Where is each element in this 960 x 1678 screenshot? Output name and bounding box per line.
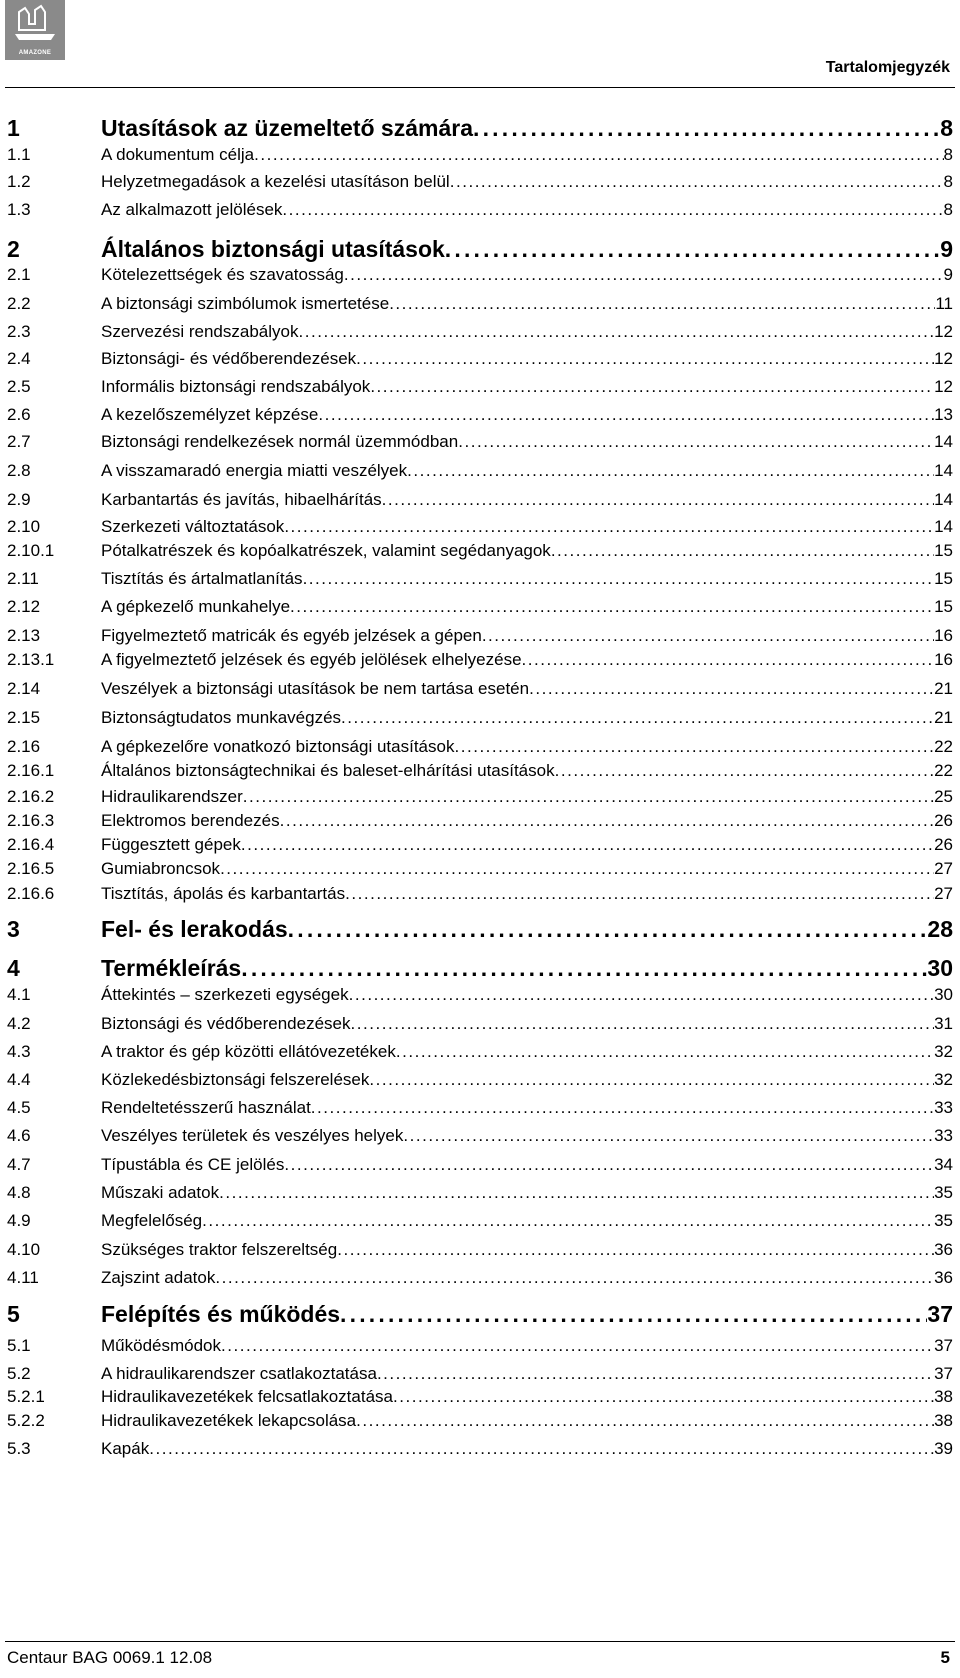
toc-entry-number: 2.8 [7,461,31,480]
toc-dot-leader [340,1301,927,1328]
toc-entry-title: Karbantartás és javítás, hibaelhárítás [101,490,382,509]
toc-entry-page: 32 [934,1070,953,1089]
toc-dot-leader [215,1268,934,1288]
toc-entry-page: 33 [934,1126,953,1145]
toc-dot-leader [282,200,943,220]
toc-entry-page: 16 [934,626,953,645]
toc-entry[interactable] [7,1183,953,1203]
toc-entry-title: Informális biztonsági rendszabályok [101,377,371,396]
header-divider [5,87,955,88]
toc-entry-number: 4.7 [7,1155,31,1174]
toc-entry-title: A gépkezelőre vonatkozó biztonsági utasítások [101,737,455,756]
toc-entry-title: Fel- és lerakodás [101,916,288,942]
toc-dot-leader [473,115,940,142]
toc-entry-page: 12 [934,377,953,396]
toc-entry-number: 2.15 [7,708,41,727]
toc-entry-title: Helyzetmegadások a kezelési utasításon belül [101,172,450,191]
toc-entry-page: 9 [940,236,953,262]
toc-entry-page: 8 [940,115,953,141]
toc-dot-leader [241,955,927,982]
toc-dot-leader [382,490,934,510]
toc-entry-page: 35 [934,1183,953,1202]
toc-entry-title: Szükséges traktor felszereltség [101,1240,338,1259]
toc-dot-leader [280,811,934,831]
toc-dot-leader [356,1411,934,1431]
toc-entry-number: 4.6 [7,1126,31,1145]
toc-dot-leader [351,1014,935,1034]
toc-entry-page: 33 [934,1098,953,1117]
toc-entry-title: Gumiabroncsok [101,859,221,878]
toc-entry-number: 4.10 [7,1240,41,1259]
toc-dot-leader [389,294,935,314]
amazone-logo [5,0,65,60]
toc-entry[interactable] [7,377,953,397]
toc-entry-page: 16 [934,650,953,669]
toc-entry[interactable] [7,517,953,537]
toc-entry-number: 2.10 [7,517,41,536]
toc-dot-leader [221,1336,934,1356]
toc-entry[interactable] [7,1336,953,1356]
toc-entry[interactable] [7,650,953,670]
toc-entry-page: 27 [934,859,953,878]
toc-dot-leader [522,650,935,670]
toc-entry[interactable] [7,1126,953,1146]
toc-entry-page: 15 [934,597,953,616]
toc-entry-title: Tisztítás és ártalmatlanítás [101,569,303,588]
toc-dot-leader [450,172,944,192]
toc-entry-number: 4.5 [7,1098,31,1117]
toc-entry[interactable] [7,461,953,481]
toc-dot-leader [407,461,934,481]
toc-dot-leader [288,916,928,943]
toc-entry-page: 12 [934,322,953,341]
toc-dot-leader [369,1070,934,1090]
toc-entry[interactable] [7,1301,953,1328]
toc-dot-leader [551,541,934,561]
toc-entry-title: Elektromos berendezés [101,811,280,830]
toc-entry-number: 2.5 [7,377,31,396]
toc-entry[interactable] [7,811,953,831]
toc-entry-number: 2.16.1 [7,761,55,780]
toc-entry-number: 2.16.4 [7,835,55,854]
toc-entry-number: 4.9 [7,1211,31,1230]
toc-entry-number: 2.3 [7,322,31,341]
toc-entry-page: 15 [934,541,953,560]
toc-entry-title: Rendeltetésszerű használat [101,1098,311,1117]
toc-entry[interactable] [7,1268,953,1288]
toc-entry[interactable] [7,1240,953,1260]
toc-entry-title: A biztonsági szimbólumok ismertetése [101,294,390,313]
toc-entry-page: 27 [934,884,953,903]
toc-dot-leader [393,1387,934,1407]
toc-entry-page: 21 [934,708,953,727]
toc-entry-title: Termékleírás [101,955,242,981]
toc-entry-page: 30 [934,985,953,1004]
toc-dot-leader [284,517,934,537]
toc-entry-number: 1 [7,115,20,141]
toc-entry[interactable] [7,1387,953,1407]
toc-entry-title: Hidraulikavezetékek felcsatlakoztatása [101,1387,393,1406]
footer-divider [5,1641,955,1642]
toc-entry-page: 36 [934,1268,953,1287]
toc-entry-page: 14 [934,461,953,480]
toc-entry-title: Biztonsági- és védőberendezések [101,349,357,368]
toc-entry-number: 2.16.3 [7,811,55,830]
toc-dot-leader [318,405,934,425]
toc-entry[interactable] [7,737,953,757]
toc-entry-number: 2.14 [7,679,41,698]
toc-entry-title: A kezelőszemélyzet képzése [101,405,319,424]
toc-entry-number: 2.6 [7,405,31,424]
toc-entry-number: 5.2.2 [7,1411,45,1430]
toc-entry[interactable] [7,432,953,452]
toc-entry-title: Függesztett gépek [101,835,241,854]
toc-entry[interactable] [7,955,953,982]
toc-entry-number: 2.7 [7,432,31,451]
toc-dot-leader [254,145,943,165]
toc-entry-title: Utasítások az üzemeltető számára [101,115,473,141]
page-number: 5 [940,1648,950,1667]
toc-dot-leader [337,1240,934,1260]
toc-dot-leader [341,708,934,728]
toc-entry-title: A traktor és gép közötti ellátóvezetékek [101,1042,396,1061]
toc-dot-leader [377,1364,934,1384]
toc-entry-title: A figyelmeztető jelzések és egyéb jelölések elhelyezése [101,650,522,669]
toc-entry[interactable] [7,1155,953,1175]
toc-entry[interactable] [7,597,953,617]
toc-entry-page: 8 [943,172,953,191]
toc-entry[interactable] [7,145,953,165]
toc-entry[interactable] [7,322,953,342]
toc-entry-number: 2.13.1 [7,650,55,669]
toc-entry-title: Hidraulikavezetékek lekapcsolása [101,1411,357,1430]
toc-entry-title: Áttekintés – szerkezeti egységek [101,985,349,1004]
toc-dot-leader [529,679,934,699]
toc-entry-page: 32 [934,1042,953,1061]
toc-entry-number: 1.3 [7,200,31,219]
toc-dot-leader [454,737,934,757]
toc-entry[interactable] [7,349,953,369]
toc-dot-leader [298,322,934,342]
toc-entry-title: Veszélyek a biztonsági utasítások be nem tartása esetén [101,679,530,698]
toc-entry-number: 2.11 [7,569,39,588]
toc-dot-leader [284,1155,934,1175]
toc-dot-leader [220,859,934,879]
toc-dot-leader [344,265,944,285]
toc-entry-number: 4.8 [7,1183,31,1202]
toc-entry-number: 2.16 [7,737,41,756]
toc-entry[interactable] [7,761,953,781]
toc-entry-page: 39 [934,1439,953,1458]
toc-entry[interactable] [7,1098,953,1118]
toc-dot-leader [345,884,934,904]
toc-entry-page: 37 [934,1336,953,1355]
toc-entry-number: 4.1 [7,985,31,1004]
toc-entry-number: 2 [7,236,20,262]
toc-entry-page: 26 [934,835,953,854]
toc-entry[interactable] [7,859,953,879]
toc-entry[interactable] [7,265,953,285]
toc-entry-page: 13 [934,405,953,424]
toc-entry-page: 31 [934,1014,953,1033]
toc-entry-number: 2.4 [7,349,31,368]
toc-entry-number: 5.2.1 [7,1387,45,1406]
toc-entry-number: 3 [7,916,20,942]
toc-entry[interactable] [7,1364,953,1384]
toc-entry-title: Az alkalmazott jelölések [101,200,283,219]
toc-entry-number: 1.2 [7,172,31,191]
toc-dot-leader [303,569,935,589]
toc-entry[interactable] [7,1411,953,1431]
toc-entry[interactable] [7,884,953,904]
toc-entry[interactable] [7,405,953,425]
toc-entry-title: A gépkezelő munkahelye [101,597,291,616]
toc-entry[interactable] [7,172,953,192]
toc-entry-page: 35 [934,1211,953,1230]
toc-entry[interactable] [7,1042,953,1062]
toc-entry[interactable] [7,1439,953,1459]
toc-entry-number: 2.10.1 [7,541,55,560]
toc-entry[interactable] [7,835,953,855]
logo-text: AMAZONE [18,50,52,56]
toc-entry[interactable] [7,236,953,263]
toc-entry-number: 4 [7,955,20,981]
toc-dot-leader [241,835,934,855]
toc-entry-title: Tisztítás, ápolás és karbantartás [101,884,346,903]
toc-entry[interactable] [7,916,953,943]
toc-entry[interactable] [7,626,953,646]
toc-entry[interactable] [7,985,953,1005]
toc-entry-number: 2.16.5 [7,859,55,878]
toc-entry-title: A hidraulikarendszer csatlakoztatása [101,1364,377,1383]
toc-entry[interactable] [7,569,953,589]
toc-dot-leader [219,1183,934,1203]
toc-entry-page: 14 [934,490,953,509]
toc-entry-page: 21 [934,679,953,698]
toc-dot-leader [458,432,934,452]
toc-entry-title: Veszélyes területek és veszélyes helyek [101,1126,404,1145]
toc-dot-leader [356,349,934,369]
toc-entry-number: 4.4 [7,1070,31,1089]
toc-entry-title: A visszamaradó energia miatti veszélyek [101,461,408,480]
toc-entry-number: 5.3 [7,1439,31,1458]
toc-dot-leader [482,626,934,646]
toc-dot-leader [370,377,934,397]
toc-entry-page: 8 [943,200,953,219]
toc-entry[interactable] [7,490,953,510]
toc-entry-title: A dokumentum célja [101,145,255,164]
toc-entry-number: 2.9 [7,490,31,509]
toc-entry-number: 4.2 [7,1014,31,1033]
toc-entry[interactable] [7,200,953,220]
toc-entry[interactable] [7,679,953,699]
toc-entry-title: Biztonságtudatos munkavégzés [101,708,342,727]
toc-entry-page: 22 [934,761,953,780]
toc-entry-title: Pótalkatrészek és kopóalkatrészek, valamint segédanyagok [101,541,551,560]
toc-dot-leader [445,236,940,263]
toc-entry-page: 11 [935,294,953,313]
toc-entry-page: 22 [934,737,953,756]
toc-entry-page: 9 [943,265,953,284]
toc-entry-title: Szerkezeti változtatások [101,517,285,536]
toc-dot-leader [202,1211,934,1231]
toc-entry[interactable] [7,787,953,807]
toc-entry[interactable] [7,115,953,142]
document-id: Centaur BAG 0069.1 12.08 [7,1648,213,1667]
toc-entry-number: 4.11 [7,1268,39,1287]
toc-entry[interactable] [7,708,953,728]
toc-entry-title: Zajszint adatok [101,1268,216,1287]
toc-entry-number: 2.13 [7,626,41,645]
toc-entry-number: 5.2 [7,1364,31,1383]
toc-entry-title: Általános biztonsági utasítások [101,236,445,262]
toc-entry-page: 34 [934,1155,953,1174]
toc-dot-leader [555,761,934,781]
toc-dot-leader [149,1439,934,1459]
toc-dot-leader [396,1042,934,1062]
toc-entry-page: 25 [934,787,953,806]
toc-entry-title: Típustábla és CE jelölés [101,1155,285,1174]
toc-entry-number: 2.2 [7,294,31,313]
toc-dot-leader [243,787,934,807]
toc-entry[interactable] [7,294,953,314]
toc-entry[interactable] [7,1014,953,1034]
toc-entry-number: 4.3 [7,1042,31,1061]
toc-entry[interactable] [7,1211,953,1231]
toc-entry-page: 8 [943,145,953,164]
toc-entry-number: 5 [7,1301,20,1327]
toc-entry[interactable] [7,1070,953,1090]
toc-entry-page: 30 [927,955,953,981]
toc-entry-number: 2.16.6 [7,884,55,903]
toc-dot-leader [349,985,935,1005]
toc-entry-page: 15 [934,569,953,588]
toc-entry-page: 26 [934,811,953,830]
toc-entry-title: Hidraulikarendszer [101,787,243,806]
toc-entry-title: Kötelezettségek és szavatosság [101,265,344,284]
toc-entry-number: 5.1 [7,1336,31,1355]
toc-entry-title: Közlekedésbiztonsági felszerelések [101,1070,370,1089]
toc-entry-number: 1.1 [7,145,31,164]
toc-entry-page: 12 [934,349,953,368]
toc-dot-leader [311,1098,934,1118]
toc-dot-leader [290,597,934,617]
toc-dot-leader [403,1126,934,1146]
toc-entry-title: Megfelelőség [101,1211,203,1230]
toc-entry-page: 28 [927,916,953,942]
toc-entry-title: Műszaki adatok [101,1183,220,1202]
toc-entry-page: 36 [934,1240,953,1259]
toc-entry-title: Működésmódok [101,1336,222,1355]
toc-entry-page: 37 [934,1364,953,1383]
toc-entry-title: Általános biztonságtechnikai és baleset-elhárítási utasítások [101,761,555,780]
section-title: Tartalomjegyzék [825,59,950,76]
toc-entry-number: 2.12 [7,597,41,616]
toc-entry[interactable] [7,541,953,561]
toc-entry-page: 37 [927,1301,953,1327]
toc-entry-page: 14 [934,432,953,451]
toc-entry-title: Kapák [101,1439,150,1458]
toc-entry-page: 14 [934,517,953,536]
toc-entry-title: Biztonsági rendelkezések normál üzemmódban [101,432,459,451]
toc-entry-title: Biztonsági és védőberendezések [101,1014,351,1033]
toc-entry-number: 2.16.2 [7,787,55,806]
toc-entry-number: 2.1 [7,265,31,284]
toc-entry-title: Szervezési rendszabályok [101,322,299,341]
toc-entry-page: 38 [934,1411,953,1430]
toc-entry-title: Figyelmeztető matricák és egyéb jelzések a gépen [101,626,482,645]
toc-entry-title: Felépítés és működés [101,1301,341,1327]
toc-entry-page: 38 [934,1387,953,1406]
